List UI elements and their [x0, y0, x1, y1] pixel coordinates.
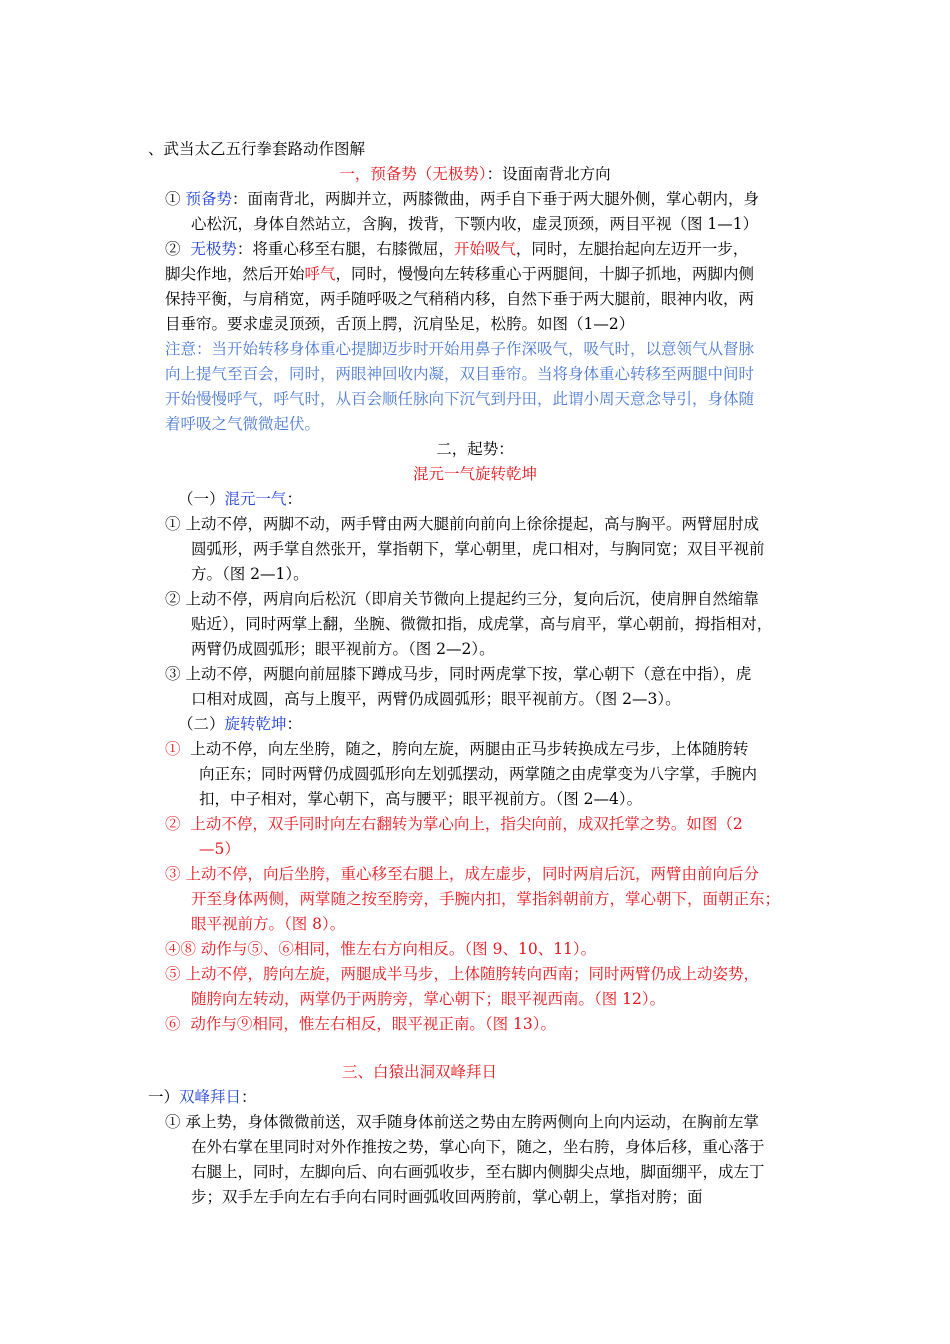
s2-item2-text1: 上动不停，两肩向后松沉（即肩关节微向上提起约三分，复向后沉，使肩胛自然缩靠: [185, 590, 759, 608]
s3-item1-number: ①: [165, 1113, 181, 1131]
section3-title: 三、白猿出洞双峰拜日: [342, 1063, 498, 1081]
section1-title: 一，预备势（无极势）: [339, 165, 487, 183]
s2-sub2-item3-line2: 开至身体两侧，两掌随之按至胯旁，手腕内扣，掌指斜朝前方，掌心朝下，面朝正东；: [191, 890, 781, 908]
s3-sub1-suffix: ：: [241, 1088, 257, 1106]
s2-sub2-item2-text1: 上动不停，双手同时向左右翻转为掌心向上，指尖向前，成双托掌之势。如图（2: [190, 815, 743, 833]
s2-sub1-prefix: （一）: [178, 490, 225, 508]
section1-title-rest: ：设面南背北方向: [486, 165, 611, 183]
s2-sub2-item2-line2: —5）: [199, 840, 240, 858]
s2-sub2-suffix: ：: [286, 715, 303, 733]
s2-sub2-item3-text1: 上动不停，向后坐胯，重心移至右腿上，成左虚步，同时两肩后沉，两臂由前向后分: [185, 865, 759, 883]
s3-item1-line1: [165, 1112, 759, 1132]
s2-sub2-item6-number: ⑥: [165, 1015, 181, 1033]
s3-item1-text1: 承上势，身体微微前送，双手随身体前送之势由左胯两侧向上向内运动，在胸前左掌: [185, 1113, 759, 1131]
s2-item2-line2: 贴近），同时两掌上翻，坐腕、微微扣指，成虎掌，高与肩平，掌心朝前，拇指相对，: [191, 615, 773, 633]
s1-item2-line2: [165, 264, 754, 284]
s2-sub2-item4: ④⑧ 动作与⑤、⑥相同，惟左右方向相反。（图 9、10、11）。: [165, 940, 597, 958]
s2-item3-line1: [165, 664, 751, 684]
s1-item2-text2a: 脚尖作地，然后开始: [165, 265, 305, 283]
s2-sub2-item5-line2: 随胯向左转动，两掌仍于两胯旁，掌心朝下；眼平视西南。（图 12）。: [191, 990, 666, 1008]
s1-item1-label: 预备势: [185, 190, 232, 208]
s1-note-line2: 向上提气至百会，同时，两眼神回收内凝，双目垂帘。当将身体重心转移至两腿中间时: [165, 365, 755, 383]
s1-item1-text1: ：面南背北，两脚并立，两膝微曲，两手自下垂于两大腿外侧，掌心朝内，身: [231, 190, 759, 208]
s3-item1-line4: 步；双手左手向左右手向右同时画弧收回两胯前，掌心朝上，掌指对胯；面: [191, 1188, 703, 1206]
s1-item1-line2: 心松沉，身体自然站立，含胸，拨背，下颚内收，虚灵顶颈，两目平视（图 1—1）: [191, 215, 759, 233]
s1-note-line1: 注意：当开始转移身体重心提脚迈步时开始用鼻子作深吸气，吸气时，以意领气从督脉: [165, 340, 755, 358]
s1-item2-number: ②: [165, 240, 181, 258]
section1-heading: [0, 164, 950, 184]
s2-item1-line3: 方。（图 2—1）。: [191, 565, 309, 583]
s1-item2-line3: 保持平衡，与肩稍宽，两手随呼吸之气稍稍内移，自然下垂于两大腿前，眼神内收，两: [165, 290, 755, 308]
s2-sub2-heading: [178, 714, 302, 734]
s2-item2-line1: [165, 589, 759, 609]
s2-sub1-label: 混元一气: [224, 490, 287, 508]
s2-sub2-item1-line3: 扣，中子相对，掌心朝下，高与腰平；眼平视前方。（图 2—4）。: [199, 790, 643, 808]
s2-item3-number: ③: [165, 665, 181, 683]
s1-note-line3: 开始慢慢呼气，呼气时，从百会顺任脉向下沉气到丹田，此谓小周天意念导引，身体随: [165, 390, 755, 408]
s1-item2-text1a: ：将重心移至右腿，右膝微屈，: [236, 240, 454, 258]
s2-sub1-heading: [178, 489, 302, 509]
s3-sub1-prefix: 一）: [148, 1088, 180, 1106]
s2-item1-line2: 圆弧形，两手掌自然张开，掌指朝下，掌心朝里，虎口相对，与胸同宽；双目平视前: [191, 540, 765, 558]
s2-sub2-item5-number: ⑤: [165, 965, 181, 983]
s2-sub2-item3-line1: [165, 864, 759, 884]
s2-sub1-suffix: ：: [286, 490, 303, 508]
s2-item3-line2: 口相对成圆，高与上腹平，两臂仍成圆弧形；眼平视前方。（图 2—3）。: [191, 690, 681, 708]
s2-sub2-item3-line3: 眼平视前方。（图 8）。: [191, 915, 346, 933]
s2-sub2-item5-line1: [165, 964, 759, 984]
s2-sub2-item5-text1: 上动不停，胯向左旋，两腿成半马步，上体随胯转向西南；同时两臂仍成上动姿势，: [185, 965, 759, 983]
s2-sub2-item6-text1: 动作与⑨相同，惟左右相反，眼平视正南。（图 13）。: [190, 1015, 557, 1033]
s1-item2-line4: 目垂帘。要求虚灵顶颈，舌顶上腭，沉肩坠足，松胯。如图（1—2）: [165, 315, 635, 333]
s2-sub2-label: 旋转乾坤: [224, 715, 287, 733]
s1-item2-label: 无极势: [190, 240, 237, 258]
section2-subtitle: 混元一气旋转乾坤: [412, 465, 537, 483]
s2-sub2-prefix: （二）: [178, 715, 225, 733]
s1-item2-text1c: ，同时，左腿抬起向左迈开一步，: [515, 240, 749, 258]
s3-item1-line3: 右腿上，同时，左脚向后、向右画弧收步，至右脚内侧脚尖点地，脚面绷平，成左丁: [191, 1163, 765, 1181]
s2-sub2-item2-line1: [165, 814, 743, 834]
s2-sub2-item6-line1: [165, 1014, 556, 1034]
document-title: 、武当太乙五行拳套路动作图解: [148, 140, 366, 158]
s3-sub1-heading: [148, 1087, 257, 1107]
s2-sub2-item1-line2: 向正东；同时两臂仍成圆弧形向左划弧摆动，两掌随之由虎掌变为八字掌，手腕内: [199, 765, 758, 783]
s1-item2-text2c: ，同时，慢慢向左转移重心于两腿间，十脚子抓地，两脚内侧: [335, 265, 755, 283]
s2-item2-number: ②: [165, 590, 181, 608]
s2-sub2-item1-line1: [165, 739, 748, 759]
s2-sub2-item3-number: ③: [165, 865, 181, 883]
s1-item1-line1: [165, 189, 759, 209]
s3-item1-line2: 在外右掌在里同时对外作推按之势，掌心向下，随之，坐右胯，身体后移，重心落于: [191, 1138, 765, 1156]
s1-item1-number: ①: [165, 190, 181, 208]
s1-note-line4: 着呼吸之气微微起伏。: [165, 415, 321, 433]
s2-item1-line1: [165, 514, 759, 534]
s3-sub1-label: 双峰拜日: [179, 1088, 242, 1106]
s2-item1-number: ①: [165, 515, 181, 533]
s2-sub2-item1-text1: 上动不停，向左坐胯，随之，胯向左旋，两腿由正马步转换成左弓步，上体随胯转: [190, 740, 749, 758]
section2-title: 二，起势：: [436, 440, 514, 458]
s1-item2-line1: [165, 239, 748, 259]
s2-item1-text1: 上动不停，两脚不动，两手臂由两大腿前向前向上徐徐提起，高与胸平。两臂屈肘成: [185, 515, 759, 533]
s2-sub2-item1-number: ①: [165, 740, 181, 758]
s1-item2-inhale: 开始吸气: [453, 240, 516, 258]
s2-sub2-item2-number: ②: [165, 815, 181, 833]
s2-item3-text1: 上动不停，两腿向前屈膝下蹲成马步，同时两虎掌下按，掌心朝下（意在中指），虎: [185, 665, 752, 683]
s1-item2-exhale: 呼气: [304, 265, 336, 283]
s2-item2-line3: 两臂仍成圆弧形；眼平视前方。（图 2—2）。: [191, 640, 495, 658]
